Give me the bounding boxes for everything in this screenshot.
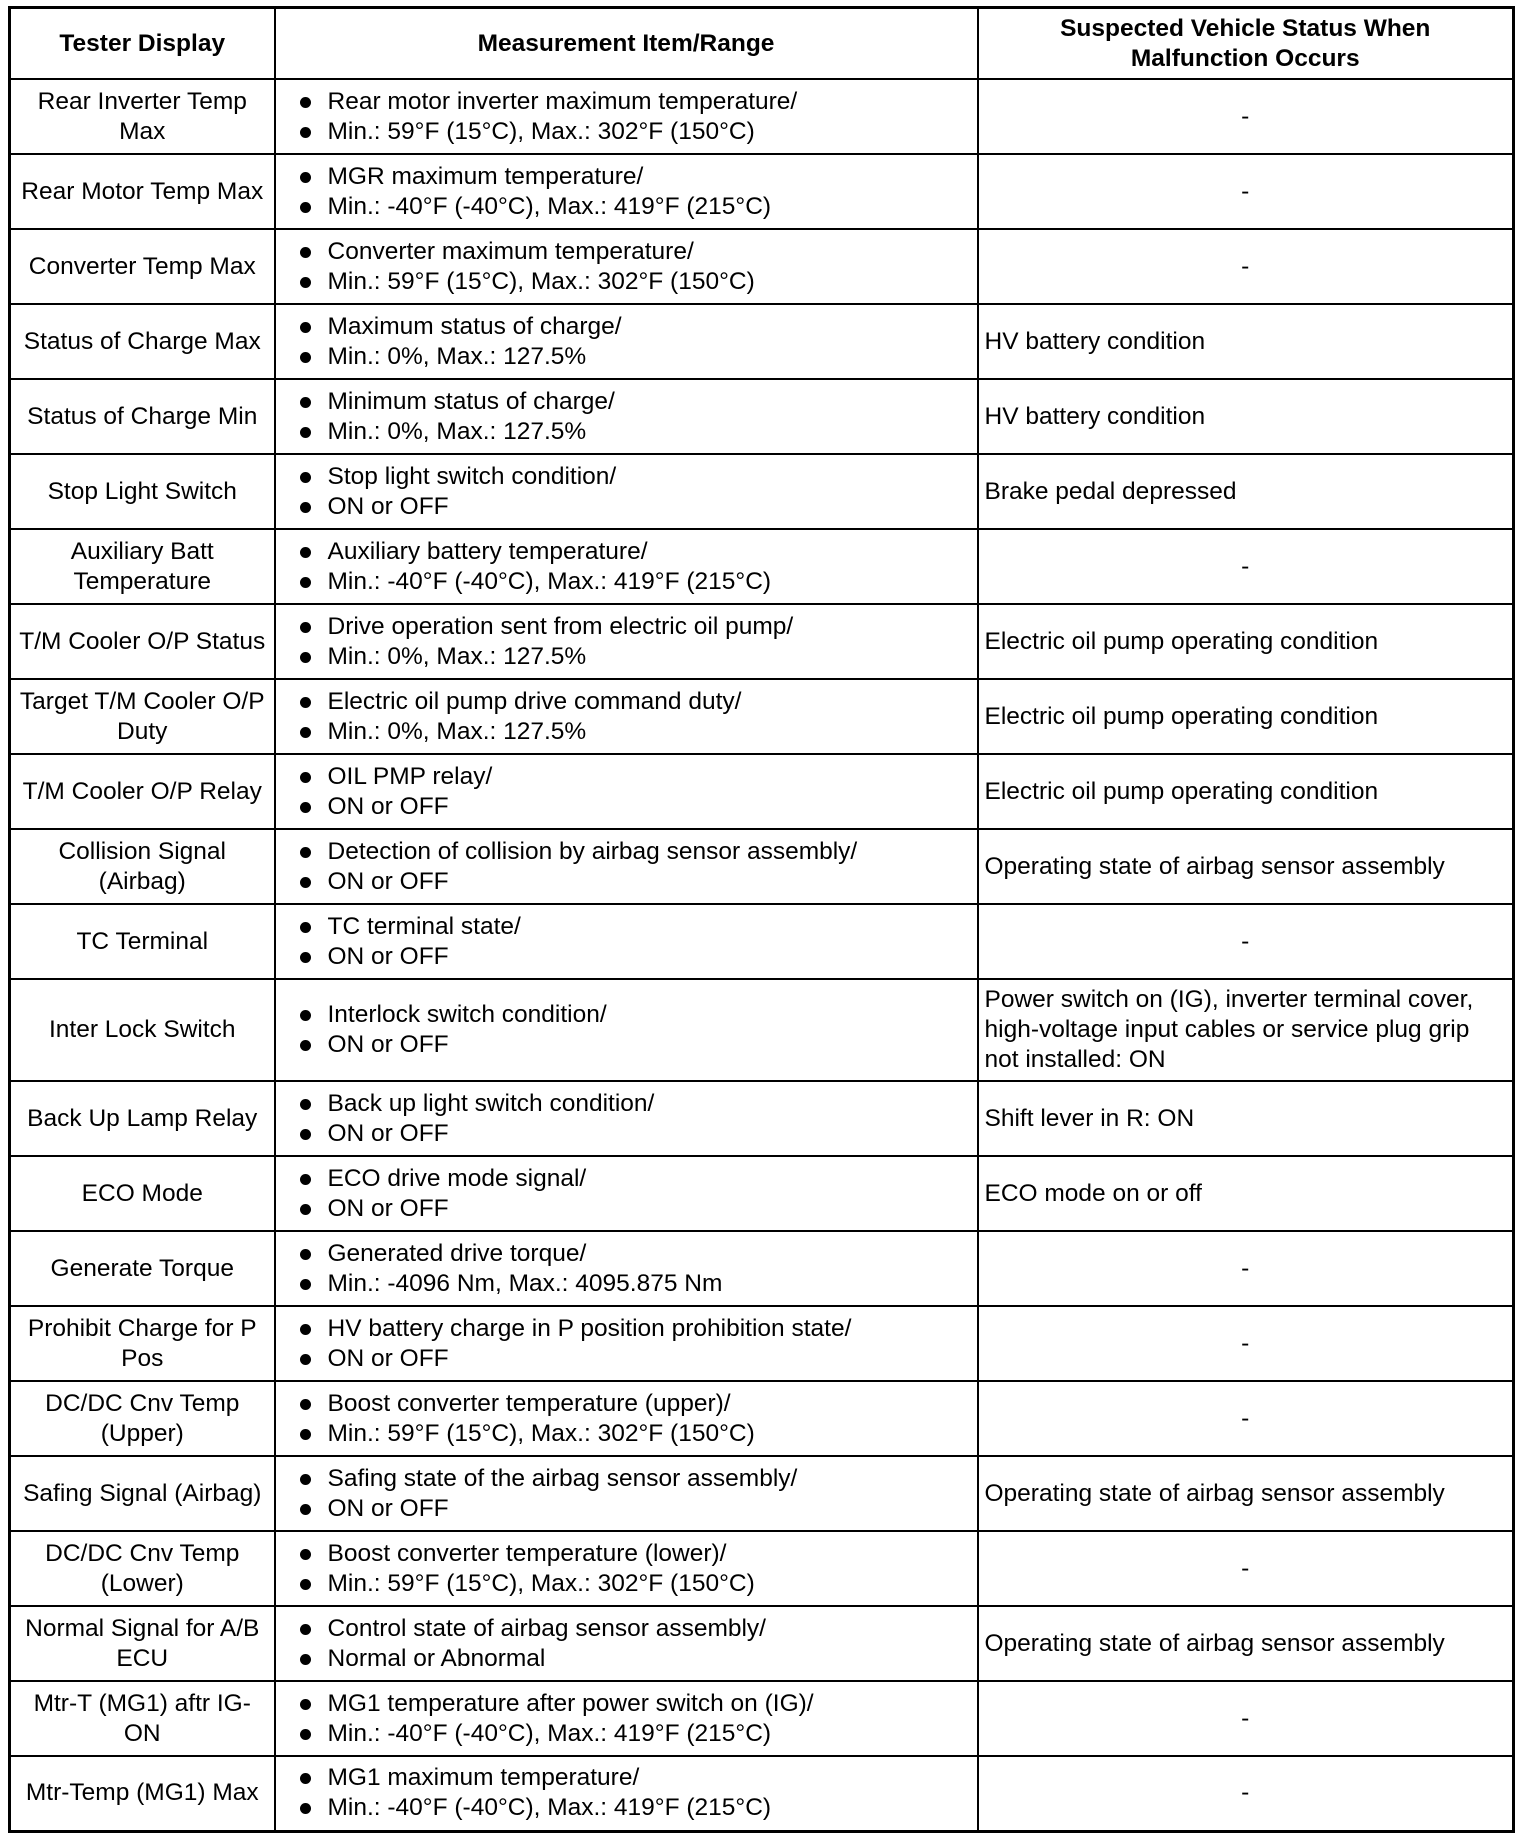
measurement-range: Min.: -40°F (-40°C), Max.: 419°F (215°C): [298, 567, 971, 597]
table-row: [10, 1231, 1514, 1306]
tester-display-cell: Inter Lock Switch: [10, 979, 275, 1081]
measurement-range: ON or OFF: [298, 1194, 971, 1224]
table-row: [10, 454, 1514, 529]
measurement-range: ON or OFF: [298, 792, 971, 822]
table-row: [10, 529, 1514, 604]
measurement-item: Back up light switch condition/: [298, 1089, 971, 1119]
table-row: [10, 1531, 1514, 1606]
measurement-item: ECO drive mode signal/: [298, 1164, 971, 1194]
measurement-range: ON or OFF: [298, 1494, 971, 1524]
table-row: [10, 754, 1514, 829]
measurement-cell: [275, 79, 978, 154]
tester-display-cell: Rear Motor Temp Max: [10, 154, 275, 229]
header-suspected-status: [978, 8, 1514, 80]
tester-display-cell: Mtr-Temp (MG1) Max: [10, 1756, 275, 1831]
measurement-cell: [275, 1456, 978, 1531]
table-row: [10, 1606, 1514, 1681]
suspected-status-cell: -: [978, 1381, 1514, 1456]
suspected-status-cell: -: [978, 229, 1514, 304]
tester-display-cell: T/M Cooler O/P Status: [10, 604, 275, 679]
table-row: [10, 1381, 1514, 1456]
measurement-item: Boost converter temperature (upper)/: [298, 1389, 971, 1419]
table-row: [10, 1081, 1514, 1156]
measurement-cell: [275, 1081, 978, 1156]
measurement-item: MG1 temperature after power switch on (IG)/: [298, 1689, 971, 1719]
suspected-status-cell: HV battery condition: [978, 379, 1514, 454]
suspected-status-cell: Electric oil pump operating condition: [978, 754, 1514, 829]
tester-display-cell: Mtr-T (MG1) aftr IG-ON: [10, 1681, 275, 1756]
measurement-item: Safing state of the airbag sensor assembly/: [298, 1464, 971, 1494]
measurement-range: Min.: 0%, Max.: 127.5%: [298, 417, 971, 447]
measurement-range: Normal or Abnormal: [298, 1644, 971, 1674]
measurement-cell: [275, 529, 978, 604]
header-suspected-status-text: Suspected Vehicle Status When Malfunction Occurs: [1060, 14, 1431, 72]
suspected-status-cell: -: [978, 79, 1514, 154]
suspected-status-cell: -: [978, 1531, 1514, 1606]
table-body: [10, 79, 1514, 1831]
measurement-cell: [275, 1681, 978, 1756]
header-tester-display: Tester Display: [10, 8, 275, 80]
document-page: [8, 6, 1512, 1833]
table-row: [10, 379, 1514, 454]
measurement-range: Min.: -40°F (-40°C), Max.: 419°F (215°C): [298, 192, 971, 222]
measurement-range: Min.: -40°F (-40°C), Max.: 419°F (215°C): [298, 1793, 971, 1823]
measurement-range: Min.: 59°F (15°C), Max.: 302°F (150°C): [298, 1419, 971, 1449]
measurement-item: OIL PMP relay/: [298, 762, 971, 792]
measurement-range: ON or OFF: [298, 492, 971, 522]
table-row: [10, 604, 1514, 679]
table-row: [10, 1681, 1514, 1756]
measurement-range: ON or OFF: [298, 867, 971, 897]
measurement-range: ON or OFF: [298, 942, 971, 972]
measurement-cell: [275, 1231, 978, 1306]
measurement-item: Interlock switch condition/: [298, 1000, 971, 1030]
measurement-item: Auxiliary battery temperature/: [298, 537, 971, 567]
tester-display-cell: T/M Cooler O/P Relay: [10, 754, 275, 829]
measurement-range: Min.: 0%, Max.: 127.5%: [298, 342, 971, 372]
suspected-status-cell: Operating state of airbag sensor assembly: [978, 1606, 1514, 1681]
measurement-item: Converter maximum temperature/: [298, 237, 971, 267]
table-row: [10, 154, 1514, 229]
measurement-range: Min.: -40°F (-40°C), Max.: 419°F (215°C): [298, 1719, 971, 1749]
measurement-cell: [275, 304, 978, 379]
measurement-cell: [275, 604, 978, 679]
suspected-status-cell: Electric oil pump operating condition: [978, 604, 1514, 679]
measurement-range: Min.: 0%, Max.: 127.5%: [298, 717, 971, 747]
suspected-status-cell: -: [978, 1231, 1514, 1306]
measurement-item: TC terminal state/: [298, 912, 971, 942]
table-row: [10, 904, 1514, 979]
measurement-item: MG1 maximum temperature/: [298, 1763, 971, 1793]
measurement-range: Min.: 59°F (15°C), Max.: 302°F (150°C): [298, 1569, 971, 1599]
header-row: [10, 8, 1514, 80]
table-row: [10, 1156, 1514, 1231]
suspected-status-cell: Brake pedal depressed: [978, 454, 1514, 529]
measurement-cell: [275, 1381, 978, 1456]
table-row: [10, 304, 1514, 379]
suspected-status-cell: Operating state of airbag sensor assembly: [978, 1456, 1514, 1531]
suspected-status-cell: -: [978, 154, 1514, 229]
measurement-item: MGR maximum temperature/: [298, 162, 971, 192]
measurement-range: ON or OFF: [298, 1344, 971, 1374]
table-header: [10, 8, 1514, 80]
suspected-status-cell: Operating state of airbag sensor assembly: [978, 829, 1514, 904]
suspected-status-cell: HV battery condition: [978, 304, 1514, 379]
tester-display-cell: Rear Inverter Temp Max: [10, 79, 275, 154]
tester-display-cell: Generate Torque: [10, 1231, 275, 1306]
measurement-item: Drive operation sent from electric oil pump/: [298, 612, 971, 642]
table-row: [10, 1456, 1514, 1531]
table-row: [10, 829, 1514, 904]
suspected-status-cell: -: [978, 1756, 1514, 1831]
data-list-table: [8, 6, 1515, 1833]
tester-display-cell: Converter Temp Max: [10, 229, 275, 304]
suspected-status-cell: -: [978, 1681, 1514, 1756]
tester-display-cell: Collision Signal (Airbag): [10, 829, 275, 904]
suspected-status-cell: -: [978, 904, 1514, 979]
measurement-item: Detection of collision by airbag sensor assembly/: [298, 837, 971, 867]
measurement-cell: [275, 1156, 978, 1231]
measurement-cell: [275, 679, 978, 754]
suspected-status-cell: Shift lever in R: ON: [978, 1081, 1514, 1156]
tester-display-cell: Auxiliary Batt Temperature: [10, 529, 275, 604]
measurement-item: Stop light switch condition/: [298, 462, 971, 492]
measurement-item: Control state of airbag sensor assembly/: [298, 1614, 971, 1644]
measurement-item: Minimum status of charge/: [298, 387, 971, 417]
measurement-item: Maximum status of charge/: [298, 312, 971, 342]
measurement-range: ON or OFF: [298, 1119, 971, 1149]
suspected-status-cell: ECO mode on or off: [978, 1156, 1514, 1231]
tester-display-cell: Status of Charge Min: [10, 379, 275, 454]
tester-display-cell: Target T/M Cooler O/P Duty: [10, 679, 275, 754]
measurement-cell: [275, 829, 978, 904]
measurement-item: Electric oil pump drive command duty/: [298, 687, 971, 717]
table-row: [10, 1306, 1514, 1381]
measurement-item: Generated drive torque/: [298, 1239, 971, 1269]
tester-display-cell: DC/DC Cnv Temp (Lower): [10, 1531, 275, 1606]
table-row: [10, 79, 1514, 154]
header-measurement-item: Measurement Item/Range: [275, 8, 978, 80]
table-row: [10, 229, 1514, 304]
measurement-range: Min.: 59°F (15°C), Max.: 302°F (150°C): [298, 267, 971, 297]
measurement-range: Min.: 0%, Max.: 127.5%: [298, 642, 971, 672]
table-row: [10, 979, 1514, 1081]
measurement-cell: [275, 379, 978, 454]
measurement-cell: [275, 1606, 978, 1681]
measurement-range: Min.: 59°F (15°C), Max.: 302°F (150°C): [298, 117, 971, 147]
tester-display-cell: Prohibit Charge for P Pos: [10, 1306, 275, 1381]
suspected-status-cell: Power switch on (IG), inverter terminal cover, high-voltage input cables or service plug grip not installed: ON: [978, 979, 1514, 1081]
measurement-cell: [275, 1306, 978, 1381]
measurement-cell: [275, 979, 978, 1081]
measurement-cell: [275, 454, 978, 529]
tester-display-cell: Stop Light Switch: [10, 454, 275, 529]
suspected-status-cell: -: [978, 1306, 1514, 1381]
measurement-cell: [275, 229, 978, 304]
table-row: [10, 1756, 1514, 1831]
tester-display-cell: TC Terminal: [10, 904, 275, 979]
measurement-cell: [275, 754, 978, 829]
suspected-status-cell: Electric oil pump operating condition: [978, 679, 1514, 754]
measurement-cell: [275, 1756, 978, 1831]
suspected-status-cell: -: [978, 529, 1514, 604]
measurement-range: ON or OFF: [298, 1030, 971, 1060]
measurement-cell: [275, 154, 978, 229]
measurement-item: Boost converter temperature (lower)/: [298, 1539, 971, 1569]
measurement-item: HV battery charge in P position prohibition state/: [298, 1314, 971, 1344]
measurement-range: Min.: -4096 Nm, Max.: 4095.875 Nm: [298, 1269, 971, 1299]
measurement-cell: [275, 904, 978, 979]
tester-display-cell: Safing Signal (Airbag): [10, 1456, 275, 1531]
measurement-cell: [275, 1531, 978, 1606]
tester-display-cell: Back Up Lamp Relay: [10, 1081, 275, 1156]
measurement-item: Rear motor inverter maximum temperature/: [298, 87, 971, 117]
tester-display-cell: DC/DC Cnv Temp (Upper): [10, 1381, 275, 1456]
table-row: [10, 679, 1514, 754]
tester-display-cell: Status of Charge Max: [10, 304, 275, 379]
tester-display-cell: Normal Signal for A/B ECU: [10, 1606, 275, 1681]
tester-display-cell: ECO Mode: [10, 1156, 275, 1231]
